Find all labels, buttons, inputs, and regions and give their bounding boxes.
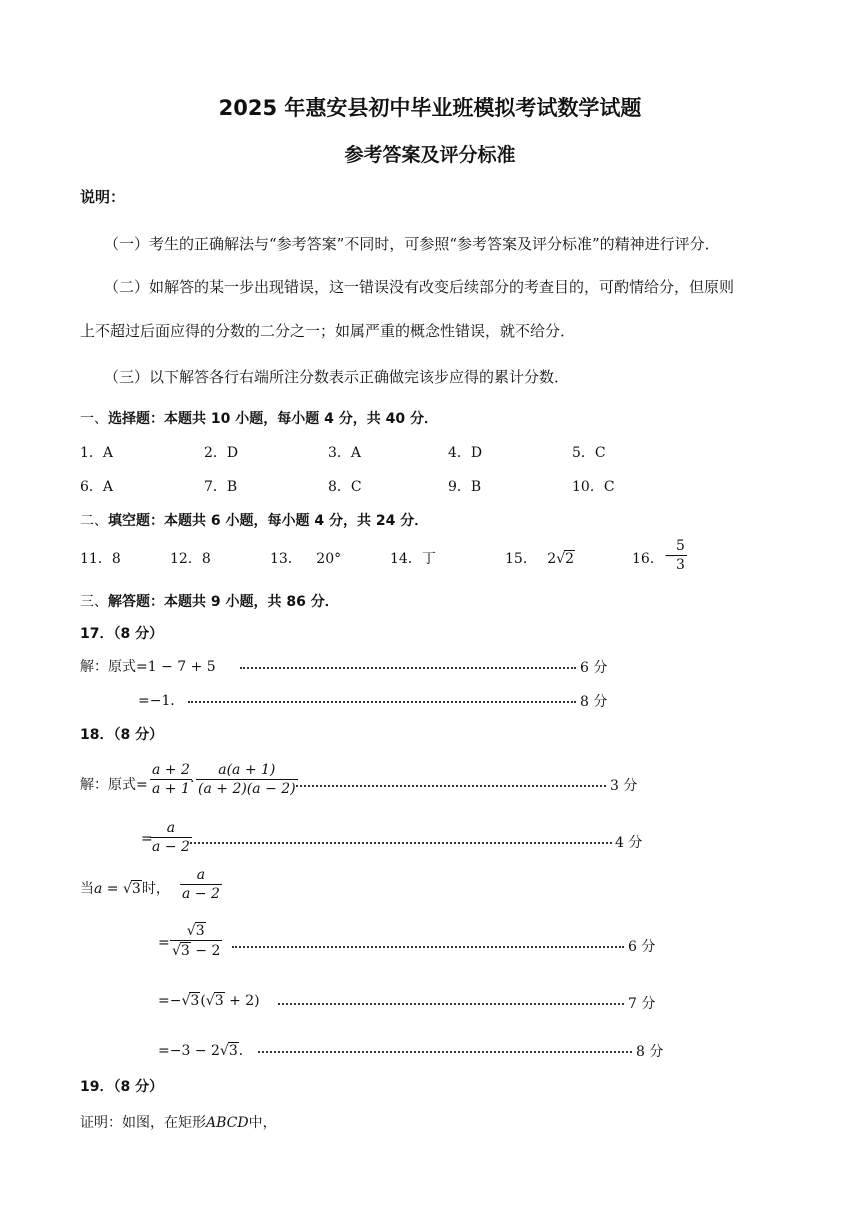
choice-answer-5: 5．C [572,445,606,461]
choice-answer-10: 10．C [572,479,615,495]
q17-dots-2 [188,701,576,703]
q18-fraction-1 [150,762,195,797]
fill-answer-16-fraction [674,538,687,573]
q18-score-1: 3 分 [610,778,638,794]
q18-line4 [158,992,260,1009]
q18-line5-b: ． [238,1043,253,1059]
fill-answer-16-sign: − [664,548,676,564]
q19-rect-name: ABCD [206,1115,249,1131]
page-subtitle: 参考答案及评分标准 [344,144,516,166]
q18-line4-c: + 2) [224,993,260,1009]
q19-proof-text: 证明：如图，在矩形 [80,1115,206,1131]
q18-score-4: 7 分 [628,996,656,1012]
choice-answer-2: 2．D [204,445,239,461]
solve-heading-text: 解答题：本题共 9 小题，共 86 分． [108,594,339,610]
fill-15-label: 15． [505,551,537,567]
choice-answer-9: 9．B [448,479,482,495]
q18-line5-radicand: 3 [228,1043,238,1059]
fill-answer-13 [270,548,341,568]
solve-section-heading [80,591,339,611]
fraction-denominator: a − 2 [182,886,220,902]
choice-answer-6: 6．A [80,479,114,495]
q18-dots-3 [232,946,624,948]
fill-answer-15 [505,548,575,568]
note-item-2-cont: 上不超过后面应得的分数的二分之一；如属严重的概念性错误，就不给分． [80,322,576,340]
q18-f5-den-rest: − 2 [195,943,221,959]
q18-line5 [158,1040,253,1060]
q18-line4-b: ( [200,993,206,1009]
q18-f5-num-radicand: 3 [195,923,205,939]
q18-when-word: 当 [80,881,94,897]
q17-score-1: 6 分 [580,660,608,676]
q18-dots-2 [190,842,612,844]
fraction-denominator: a − 2 [152,839,190,855]
sqrt-icon: √ [123,881,132,897]
q18-when-radicand: 3 [131,881,141,897]
note-item-2: （二）如解答的某一步出现错误，这一错误没有改变后续部分的考查目的，可酌情给分，但原则 [104,278,735,296]
q19-proof-end: 中， [248,1115,277,1131]
fill-heading-num: 二、 [80,513,108,529]
sqrt-icon: √ [181,993,191,1009]
q18-line5-a: =−3 − 2 [158,1043,220,1059]
fraction-numerator: 5 [676,538,685,554]
q18-score-5: 8 分 [636,1044,664,1060]
choice-section-heading [80,408,438,428]
fill-answer-11: 11．8 [80,551,121,567]
fraction-numerator: a [166,820,176,836]
q18-when-eq: = [102,881,123,897]
fill-13-value: 20° [316,551,342,567]
q18-fraction-2 [196,762,298,797]
fraction-denominator: a + 1 [152,781,190,797]
q18-line4-a: =− [158,993,182,1009]
q18-eq-3: = [158,935,170,951]
q17-score-2: 8 分 [580,694,608,710]
fill-heading-text: 填空题：本题共 6 小题，每小题 4 分，共 24 分． [108,513,429,529]
fill-answer-16-label: 16． [632,551,664,567]
fraction-denominator: 3 [676,557,685,573]
q18-fraction-4 [180,867,222,902]
sqrt-icon: √ [205,993,215,1009]
sqrt-icon: √ [219,1043,229,1059]
fraction-numerator [185,922,208,940]
q18-eq-2: = [141,831,153,847]
choice-answer-8: 8．C [328,479,362,495]
q18-dot: · [190,774,195,790]
fill-answer-14: 14．丁 [390,551,436,567]
fill-answer-12: 12．8 [170,551,211,567]
choice-answer-7: 7．B [204,479,238,495]
notes-label: 说明： [80,188,126,206]
sqrt-icon: √ [172,943,181,959]
choice-answer-1: 1．A [80,445,114,461]
fraction-numerator: a(a + 1) [218,762,276,778]
note-item-3: （三）以下解答各行右端所注分数表示正确做完该步应得的累计分数． [104,368,570,386]
solve-heading-num: 三、 [80,594,108,610]
sqrt-icon: √ [556,551,566,567]
page-title: 2025 年惠安县初中毕业班模拟考试数学试题 [218,96,642,120]
q18-score-3: 6 分 [628,939,656,955]
fill-13-label: 13． [270,551,302,567]
q17-label: 17．（8 分） [80,626,164,642]
choice-answer-4: 4．D [448,445,483,461]
fill-15-coef: 2 [547,551,557,567]
q18-when-end: 时， [141,881,170,897]
q18-score-2: 4 分 [615,835,643,851]
q18-dots-4 [278,1003,624,1005]
q17-dots-1 [240,667,576,669]
q18-line4-radicand-2: 3 [214,993,224,1009]
q17-line1: 解：原式=1 − 7 + 5 [80,659,216,675]
choice-heading-num: 一、 [80,411,108,427]
fill-section-heading [80,510,428,530]
note-item-1: （一）考生的正确解法与“参考答案”不同时，可参照“参考答案及评分标准”的精神进行评分． [104,235,720,253]
fraction-numerator: a + 2 [152,762,190,778]
fill-15-radicand: 2 [565,551,575,567]
q19-label: 19．（8 分） [80,1079,164,1095]
fraction-denominator [170,941,222,959]
q18-f5-den-radicand: 3 [180,943,190,959]
q18-label: 18．（8 分） [80,727,164,743]
q18-prefix: 解：原式= [80,777,148,793]
q18-fraction-3 [150,820,192,855]
q18-line4-radicand-1: 3 [190,993,200,1009]
q19-proof-start [80,1112,277,1132]
fraction-denominator: (a + 2)(a − 2) [198,781,296,797]
choice-answer-3: 3．A [328,445,362,461]
q18-when [80,878,170,898]
q18-dots-5 [258,1051,632,1053]
q18-when-var: a [94,881,103,897]
choice-heading-text: 选择题：本题共 10 小题，每小题 4 分，共 40 分． [108,411,438,427]
q18-fraction-5 [170,922,222,959]
fraction-numerator: a [196,867,206,883]
q18-dots-1 [296,785,606,787]
sqrt-icon: √ [186,923,196,939]
q17-line2: =−1． [138,693,185,709]
